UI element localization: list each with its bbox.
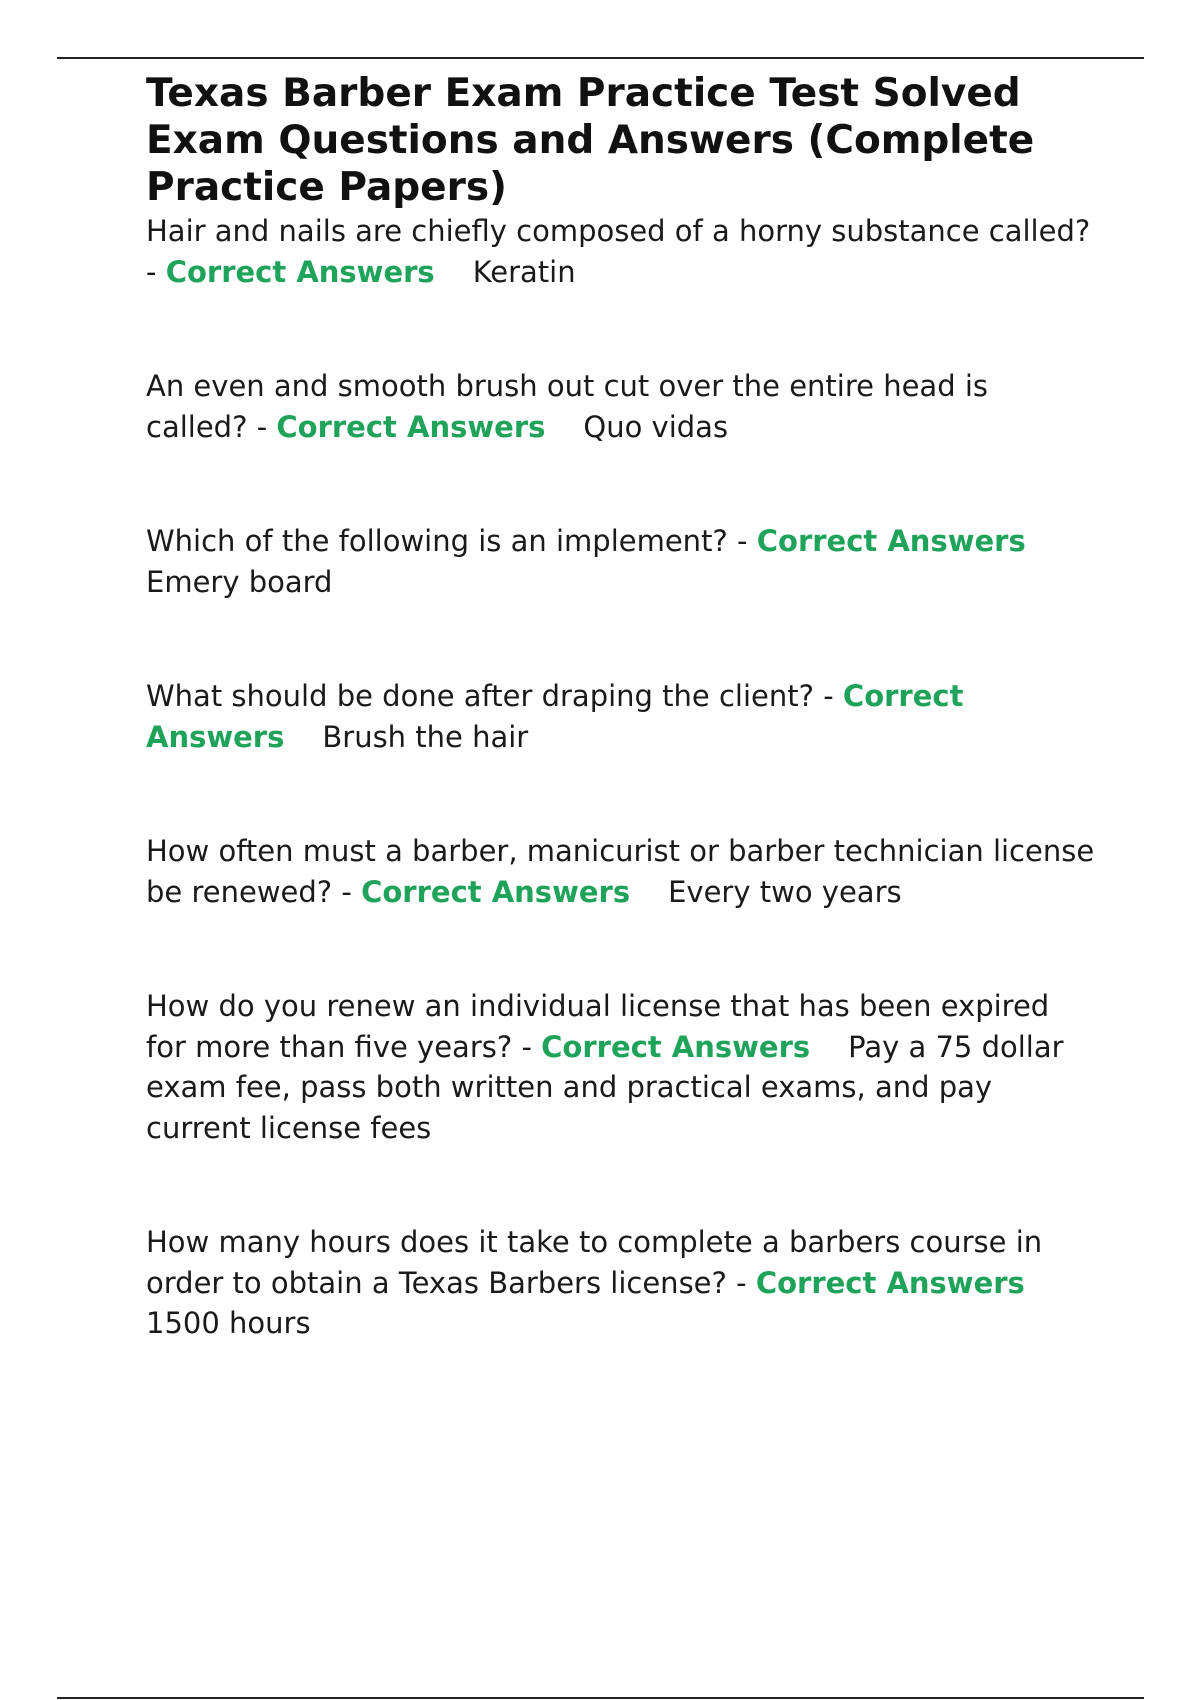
answer-text: Brush the hair [322, 719, 529, 754]
document-title: Texas Barber Exam Practice Test Solved Exam Questions and Answers (Complete Practice Papers) [146, 71, 1035, 210]
correct-answers-label: Correct Answers [361, 874, 631, 909]
answer-text: Quo vidas [583, 409, 729, 444]
answer-text: Pay a 75 dollar exam fee, pass both written and practical exams, and pay current license fees [146, 1029, 1064, 1145]
qa-item-3 [146, 521, 1096, 602]
answer-text: Emery board [146, 564, 333, 599]
top-rule [57, 57, 1144, 59]
correct-answers-label: Correct Answers [276, 409, 546, 444]
question-text: How many hours does it take to complete a barbers course in order to obtain a Texas Barbers license? - [146, 1225, 1043, 1300]
qa-item-5 [146, 831, 1096, 912]
correct-answers-label: Correct Answers [165, 254, 435, 289]
qa-item-2 [146, 366, 1096, 447]
bottom-rule [57, 1697, 1144, 1699]
correct-answers-label: Correct Answers [146, 679, 964, 754]
question-text: What should be done after draping the client? - [146, 679, 843, 713]
question-text: Hair and nails are chiefly composed of a horny substance called? - [146, 214, 1091, 289]
correct-answers-label: Correct Answers [541, 1029, 811, 1064]
question-text: How do you renew an individual license that has been expired for more than five years? - [146, 989, 1050, 1064]
qa-item-1 [146, 211, 1096, 292]
answer-text: Keratin [472, 254, 576, 289]
qa-item-4 [146, 676, 1096, 757]
qa-item-7 [146, 1222, 1096, 1344]
qa-item-6 [146, 986, 1096, 1148]
question-text: How often must a barber, manicurist or barber technician license be renewed? - [146, 834, 1095, 909]
document-body [146, 70, 1096, 1344]
question-text: Which of the following is an implement? - [146, 524, 757, 558]
answer-text: Every two years [668, 874, 902, 909]
question-text: An even and smooth brush out cut over the entire head is called? - [146, 369, 988, 444]
answer-text: 1500 hours [146, 1306, 311, 1340]
correct-answers-label: Correct Answers [756, 524, 1026, 558]
correct-answers-label: Correct Answers [755, 1265, 1025, 1300]
